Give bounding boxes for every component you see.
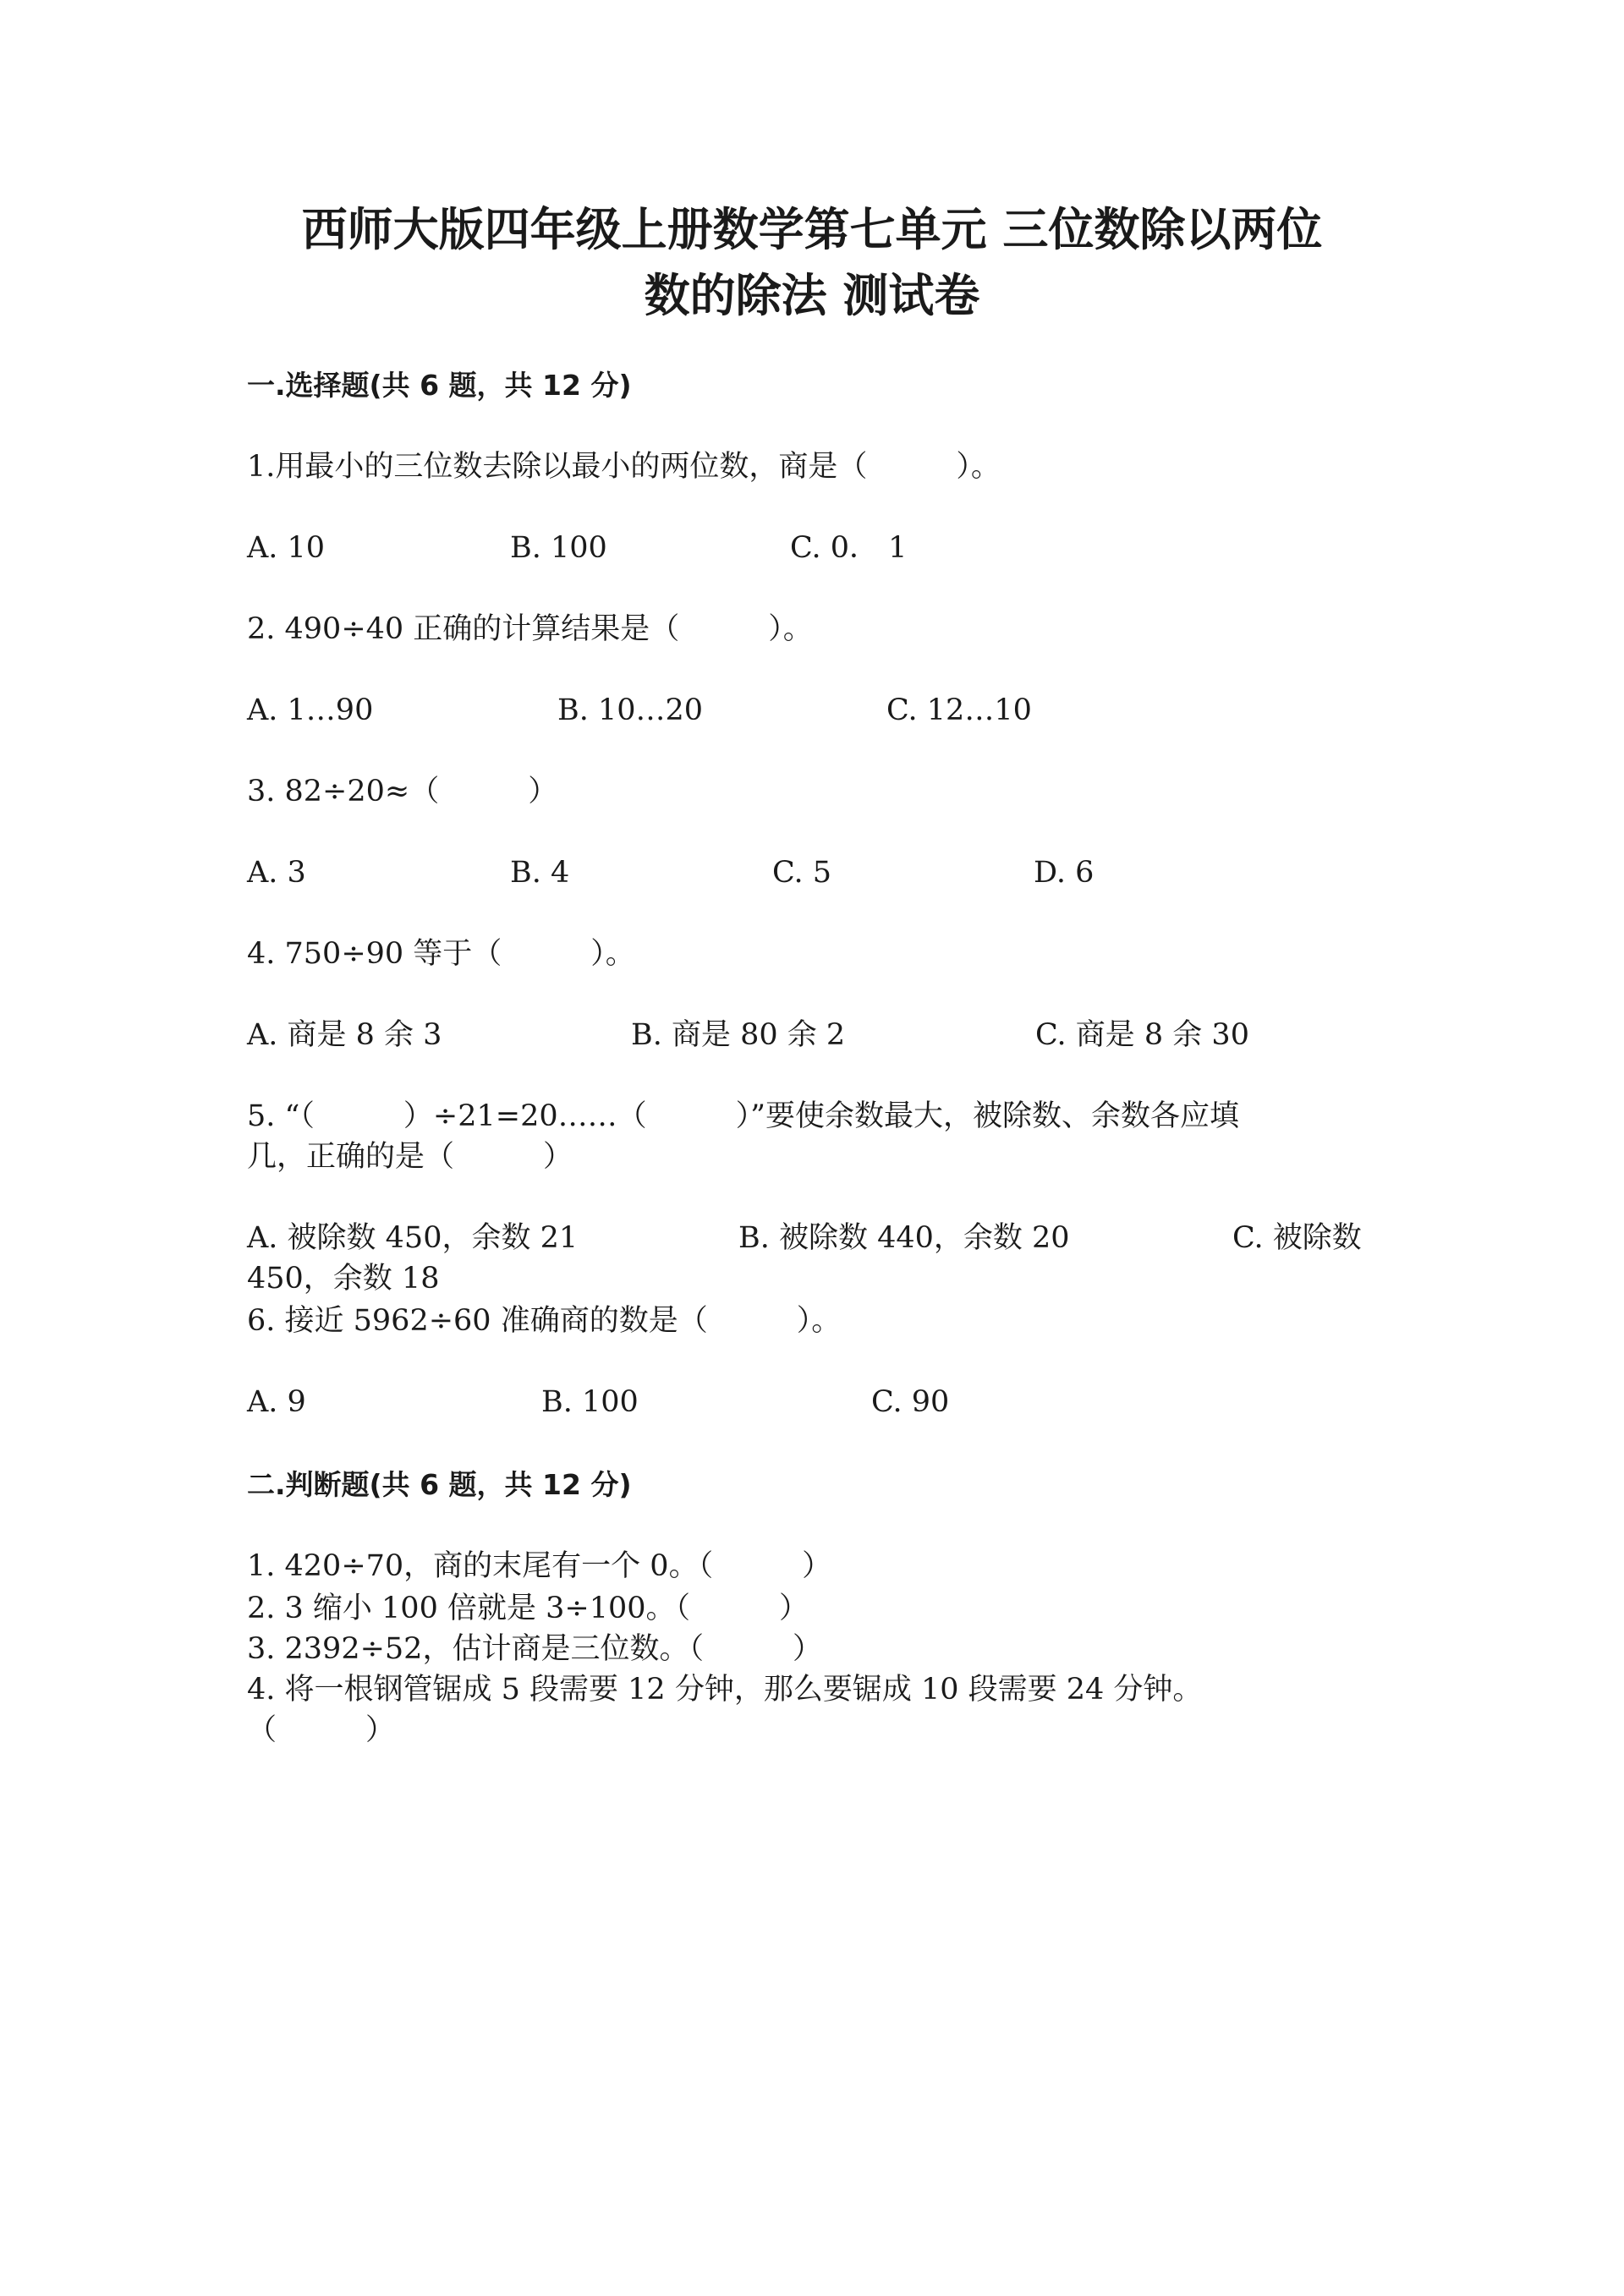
document-title-line1: 西师大版四年级上册数学第七单元 三位数除以两位: [301, 203, 1323, 256]
document-title-line2: 数的除法 测试卷: [644, 269, 980, 322]
judgment-item-1: 1. 420÷70，商的末尾有一个 0。（ ）: [247, 1549, 832, 1583]
judgment-item-2: 2. 3 缩小 100 倍就是 3÷100。（ ）: [247, 1592, 809, 1625]
question-5-stem-line1: 5. “（ ）÷21=20……（ ）”要使余数最大，被除数、余数各应填: [247, 1099, 1240, 1133]
section-heading-judgment: 二.判断题(共 6 题，共 12 分): [247, 1468, 632, 1501]
question-1-option-a: A. 10: [247, 531, 326, 565]
question-4-option-c: C. 商是 8 余 30: [1035, 1018, 1249, 1052]
question-3-option-a: A. 3: [247, 856, 306, 890]
question-5-stem-line2: 几，正确的是（ ）: [247, 1140, 573, 1174]
question-6-stem: 6. 接近 5962÷60 准确商的数是（ ）。: [247, 1304, 842, 1338]
question-4-stem: 4. 750÷90 等于（ ）。: [247, 937, 635, 971]
judgment-item-4-brackets: （ ）: [247, 1713, 396, 1747]
question-1-option-b: B. 100: [510, 531, 607, 565]
question-3-option-d: D. 6: [1034, 856, 1095, 890]
question-3-option-c: C. 5: [772, 856, 832, 890]
question-6-option-b: B. 100: [541, 1385, 639, 1419]
question-5-option-b: B. 被除数 440，余数 20: [738, 1221, 1070, 1255]
question-1-stem: 1.用最小的三位数去除以最小的两位数，商是（ ）。: [247, 450, 1001, 484]
section-heading-choice: 一.选择题(共 6 题，共 12 分): [247, 369, 632, 402]
question-5-option-a: A. 被除数 450，余数 21: [247, 1221, 579, 1255]
question-2-option-a: A. 1…90: [247, 693, 374, 727]
judgment-item-4: 4. 将一根钢管锯成 5 段需要 12 分钟，那么要锯成 10 段需要 24 分钟。: [247, 1673, 1203, 1707]
question-4-option-a: A. 商是 8 余 3: [247, 1018, 442, 1052]
question-5-option-c-continued: 450，余数 18: [247, 1262, 440, 1296]
question-2-stem: 2. 490÷40 正确的计算结果是（ ）。: [247, 612, 813, 646]
question-4-option-b: B. 商是 80 余 2: [631, 1018, 846, 1052]
judgment-item-3: 3. 2392÷52，估计商是三位数。（ ）: [247, 1632, 822, 1666]
question-3-option-b: B. 4: [510, 856, 570, 890]
question-6-option-c: C. 90: [871, 1385, 950, 1419]
question-1-option-c: C. 0． 1: [790, 531, 908, 565]
question-6-option-a: A. 9: [247, 1385, 306, 1419]
question-5-option-c: C. 被除数: [1232, 1221, 1362, 1255]
question-3-stem: 3. 82÷20≈（ ）: [247, 775, 558, 808]
question-2-option-b: B. 10…20: [557, 693, 704, 727]
question-2-option-c: C. 12…10: [886, 693, 1032, 727]
